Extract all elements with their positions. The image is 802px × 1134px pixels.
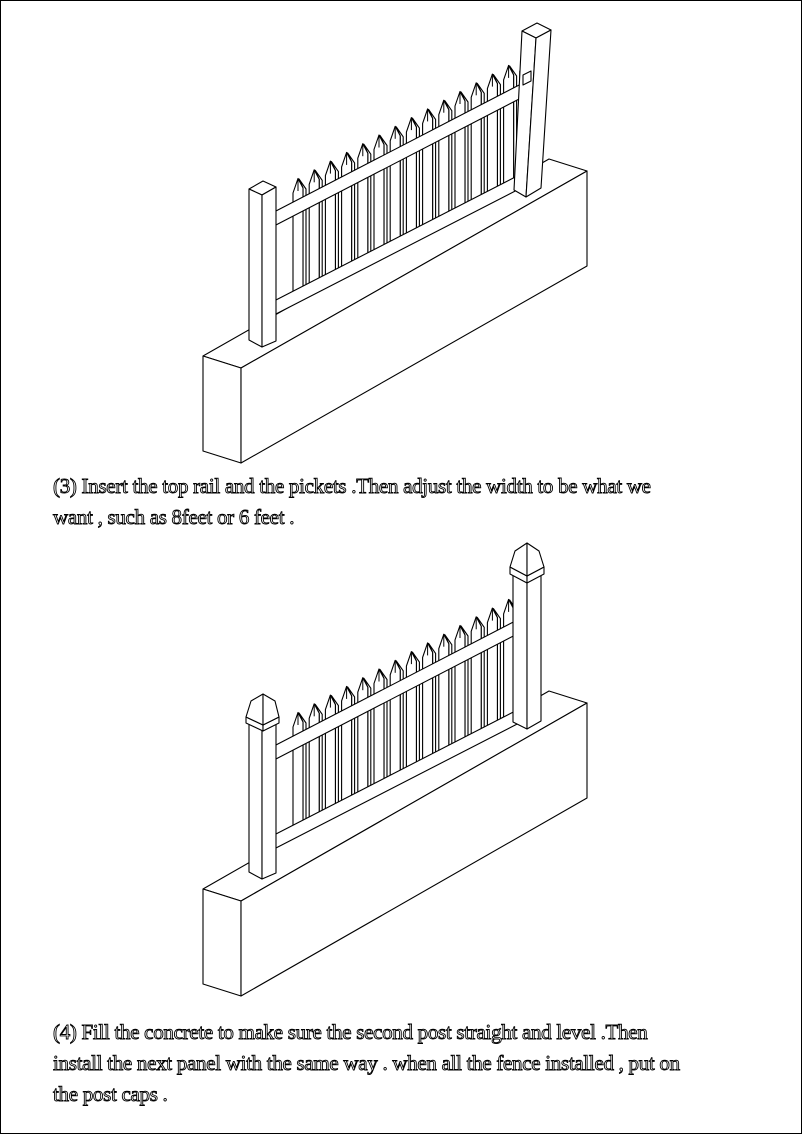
picket <box>455 626 468 749</box>
right-post <box>513 574 541 729</box>
step-4-caption <box>53 1017 753 1110</box>
left-post-cap <box>246 694 279 731</box>
step-4-line-3: the post caps . <box>53 1082 168 1106</box>
step-3-number: (3) <box>53 474 77 498</box>
picket <box>455 92 468 215</box>
picket <box>439 100 452 223</box>
step-4-number: (4) <box>53 1020 77 1044</box>
picket <box>423 109 436 231</box>
picket <box>390 660 403 783</box>
step-3-caption <box>53 471 753 533</box>
picket <box>471 617 484 740</box>
step-4-line-1: Fill the concrete to make sure the second post straight and level .Then <box>81 1020 648 1044</box>
step-3-line-2: want , such as 8feet or 6 feet . <box>53 505 295 529</box>
fence-diagram-step-3 <box>1 1 801 471</box>
fence-diagram-step-4 <box>1 536 801 1011</box>
picket <box>374 669 387 792</box>
right-post-cap <box>510 543 544 583</box>
left-post <box>249 181 276 347</box>
picket <box>471 83 484 206</box>
step-3-line-1: Insert the top rail and the pickets .Then adjust the width to be what we <box>81 474 651 498</box>
picket <box>439 634 452 757</box>
picket <box>390 126 403 249</box>
picket <box>358 678 371 801</box>
picket <box>358 144 371 267</box>
picket <box>406 118 419 241</box>
picket <box>374 135 387 258</box>
left-post <box>249 721 276 879</box>
picket <box>423 643 436 766</box>
step-4-line-2: install the next panel with the same way . when all the fence installed , put on <box>53 1051 680 1075</box>
picket <box>487 608 500 731</box>
picket <box>487 74 500 197</box>
picket <box>406 652 419 775</box>
